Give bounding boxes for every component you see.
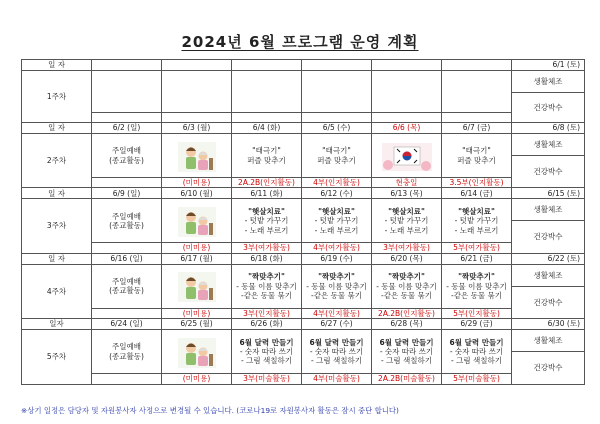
day-activity-cell <box>372 134 442 178</box>
date-cell: 6/20 (목) <box>372 253 442 264</box>
date-cell: 6/7 (금) <box>442 123 512 134</box>
day-activity-cell <box>442 264 512 308</box>
activity-line: - 그림 색칠하기 <box>451 356 502 366</box>
day-activity-cell <box>302 330 372 374</box>
program-tag <box>232 113 302 123</box>
day-activity-cell <box>232 199 302 243</box>
activity-line: - 노래 부르기 <box>244 225 289 235</box>
date-cell: 6/18 (화) <box>232 253 302 264</box>
program-tag: 2A.2B(인지활동) <box>232 178 302 188</box>
tag-row <box>22 178 585 188</box>
activity-line: - 동물 이름 맞추기 <box>376 281 437 291</box>
day-activity-cell <box>302 71 372 113</box>
day-activity-cell <box>302 199 372 243</box>
day-activity-cell <box>372 264 442 308</box>
activity-line: - 숫자 따라 쓰기 <box>449 346 504 356</box>
day-activity-cell <box>92 330 162 374</box>
day-activity-cell <box>162 264 232 308</box>
activity-line: - 노래 부르기 <box>314 225 359 235</box>
activity-row <box>22 330 585 352</box>
day-activity-cell <box>302 134 372 178</box>
program-tag <box>92 243 162 253</box>
date-header-cell: 일 자 <box>22 123 92 134</box>
activity-line: 주일예배 <box>112 146 141 156</box>
date-cell: 6/13 (목) <box>372 188 442 199</box>
activity-line: 퍼즐 맞추기 <box>317 155 356 165</box>
health-activity-cell: 건강박수 <box>512 221 585 253</box>
hairdresser-illustration <box>178 272 216 302</box>
day-activity-cell <box>232 330 302 374</box>
date-cell: 6/14 (금) <box>442 188 512 199</box>
program-tag: 3부(여가활동) <box>232 243 302 253</box>
date-cell: 6/26 (화) <box>232 319 302 330</box>
date-header-cell: 일 자 <box>22 60 92 71</box>
program-tag: 4부(미술활동) <box>302 374 372 384</box>
hairdresser-illustration <box>178 207 216 237</box>
date-row <box>22 253 585 264</box>
week-label: 2주차 <box>22 134 92 188</box>
date-cell <box>92 60 162 71</box>
social-activity-cell: 생활체조 <box>512 71 585 93</box>
day-activity-cell <box>302 264 372 308</box>
date-cell: 6/4 (화) <box>232 123 302 134</box>
activity-line: "짝맞추기" <box>318 272 355 282</box>
week-label: 1주차 <box>22 71 92 123</box>
date-cell: 6/12 (수) <box>302 188 372 199</box>
date-cell: 6/16 (일) <box>92 253 162 264</box>
activity-line: 퍼즐 맞추기 <box>247 155 286 165</box>
schedule-table <box>21 59 585 385</box>
date-header-cell: 일 자 <box>22 188 92 199</box>
date-cell <box>372 60 442 71</box>
date-cell: 6/9 (일) <box>92 188 162 199</box>
program-tag: 2A.2B(미술활동) <box>372 374 442 384</box>
program-tag: 5부(인지활동) <box>442 308 512 318</box>
date-cell: 6/8 (토) <box>512 123 585 134</box>
activity-line: - 텃밭 가꾸기 <box>244 216 289 226</box>
activity-line: 6월 달력 만들기 <box>239 337 294 347</box>
program-tag: (미미용) <box>162 178 232 188</box>
activity-line: (종교활동) <box>109 220 144 230</box>
activity-line: -같은 동물 묶기 <box>311 290 362 300</box>
activity-line: - 노래 부르기 <box>384 225 429 235</box>
date-cell: 6/1 (토) <box>512 60 585 71</box>
health-activity-cell: 건강박수 <box>512 93 585 123</box>
program-tag: 2A.2B(인지활동) <box>372 308 442 318</box>
day-activity-cell <box>92 199 162 243</box>
tag-row <box>22 243 585 253</box>
date-cell: 6/11 (화) <box>232 188 302 199</box>
day-activity-cell <box>162 199 232 243</box>
day-activity-cell <box>92 71 162 113</box>
activity-line: 6월 달력 만들기 <box>379 337 434 347</box>
date-cell <box>162 60 232 71</box>
activity-line: - 텃밭 가꾸기 <box>384 216 429 226</box>
date-row <box>22 123 585 134</box>
day-activity-cell <box>162 134 232 178</box>
activity-line: - 그림 색칠하기 <box>241 356 292 366</box>
activity-line: "햇살치료" <box>248 206 285 216</box>
program-tag <box>92 113 162 123</box>
date-row <box>22 60 585 71</box>
date-cell: 6/24 (일) <box>92 319 162 330</box>
day-activity-cell <box>372 330 442 374</box>
page-title: 2024년 6월 프로그램 운영 계획 <box>181 33 419 51</box>
date-cell: 6/5 (수) <box>302 123 372 134</box>
social-activity-cell: 생활체조 <box>512 134 585 156</box>
date-header-cell: 일 자 <box>22 253 92 264</box>
program-tag <box>92 178 162 188</box>
date-cell: 6/6 (목) <box>372 123 442 134</box>
activity-line: - 텃밭 가꾸기 <box>314 216 359 226</box>
day-activity-cell <box>442 134 512 178</box>
day-activity-cell <box>442 330 512 374</box>
activity-line: - 숫자 따라 쓰기 <box>239 346 294 356</box>
week-label: 4주차 <box>22 264 92 318</box>
activity-line: "태극기" <box>252 146 281 156</box>
tag-row <box>22 374 585 384</box>
activity-line: -같은 동물 묶기 <box>241 290 292 300</box>
social-activity-cell: 생활체조 <box>512 330 585 352</box>
activity-line: 6월 달력 만들기 <box>309 337 364 347</box>
health-activity-cell: 건강박수 <box>512 156 585 188</box>
program-tag: (미미용) <box>162 243 232 253</box>
day-activity-cell <box>232 134 302 178</box>
health-activity-cell: 건강박수 <box>512 286 585 318</box>
day-activity-cell <box>442 71 512 113</box>
date-cell: 6/2 (일) <box>92 123 162 134</box>
activity-line: - 텃밭 가꾸기 <box>454 216 499 226</box>
date-cell: 6/10 (월) <box>162 188 232 199</box>
program-tag <box>372 113 442 123</box>
date-cell <box>232 60 302 71</box>
program-tag <box>92 308 162 318</box>
program-tag <box>92 374 162 384</box>
program-tag: 3부(미술활동) <box>232 374 302 384</box>
day-activity-cell <box>92 134 162 178</box>
activity-row <box>22 199 585 221</box>
activity-line: "태극기" <box>322 146 351 156</box>
date-cell: 6/30 (토) <box>512 319 585 330</box>
date-cell: 6/15 (토) <box>512 188 585 199</box>
hairdresser-illustration <box>178 142 216 172</box>
activity-line: (종교활동) <box>109 286 144 296</box>
activity-line: "짝맞추기" <box>388 272 425 282</box>
activity-line: - 숫자 따라 쓰기 <box>379 346 434 356</box>
date-cell: 6/19 (수) <box>302 253 372 264</box>
tag-row <box>22 308 585 318</box>
activity-line: - 동물 이름 맞추기 <box>446 281 507 291</box>
week-label: 5주차 <box>22 330 92 384</box>
activity-line: "햇살치료" <box>318 206 355 216</box>
health-activity-cell: 건강박수 <box>512 352 585 384</box>
activity-line: "햇살치료" <box>388 206 425 216</box>
activity-line: (종교활동) <box>109 155 144 165</box>
program-tag <box>302 113 372 123</box>
program-tag: 현충일 <box>372 178 442 188</box>
day-activity-cell <box>232 71 302 113</box>
date-cell: 6/25 (월) <box>162 319 232 330</box>
korean-flag-illustration <box>382 143 432 171</box>
day-activity-cell <box>232 264 302 308</box>
activity-row <box>22 71 585 93</box>
program-tag: 4부(여가활동) <box>302 243 372 253</box>
activity-line: 주일예배 <box>112 276 141 286</box>
program-tag: 4부(인지활동) <box>302 308 372 318</box>
program-tag: (미미용) <box>162 308 232 318</box>
date-cell: 6/3 (월) <box>162 123 232 134</box>
activity-row <box>22 134 585 156</box>
activity-row <box>22 264 585 286</box>
activity-line: "짝맞추기" <box>458 272 495 282</box>
day-activity-cell <box>372 71 442 113</box>
activity-line: - 그림 색칠하기 <box>311 356 362 366</box>
activity-line: 주일예배 <box>112 211 141 221</box>
activity-line: 주일예배 <box>112 342 141 352</box>
day-activity-cell <box>372 199 442 243</box>
tag-row <box>22 113 585 123</box>
program-tag <box>162 113 232 123</box>
date-cell: 6/29 (금) <box>442 319 512 330</box>
day-activity-cell <box>442 199 512 243</box>
date-cell: 6/21 (금) <box>442 253 512 264</box>
hairdresser-illustration <box>178 338 216 368</box>
activity-line: "햇살치료" <box>458 206 495 216</box>
social-activity-cell: 생활체조 <box>512 199 585 221</box>
program-tag: 3부(인지활동) <box>232 308 302 318</box>
activity-line: - 숫자 따라 쓰기 <box>309 346 364 356</box>
program-tag: 3.5부(인지활동) <box>442 178 512 188</box>
day-activity-cell <box>162 330 232 374</box>
activity-line: -같은 동물 묶기 <box>451 290 502 300</box>
date-row <box>22 319 585 330</box>
date-row <box>22 188 585 199</box>
date-cell: 6/22 (토) <box>512 253 585 264</box>
footer-note: ※상기 일정은 담당자 및 자원봉사자 사정으로 변경될 수 있습니다. (코로나19로 자원봉사자 활동은 잠시 중단 합니다) <box>21 406 399 415</box>
date-cell: 6/28 (목) <box>372 319 442 330</box>
activity-line: "태극기" <box>462 146 491 156</box>
social-activity-cell: 생활체조 <box>512 264 585 286</box>
day-activity-cell <box>92 264 162 308</box>
day-activity-cell <box>162 71 232 113</box>
program-tag: 4부(인지활동) <box>302 178 372 188</box>
date-cell: 6/27 (수) <box>302 319 372 330</box>
activity-line: (종교활동) <box>109 351 144 361</box>
activity-line: - 그림 색칠하기 <box>381 356 432 366</box>
program-tag: 5부(미술활동) <box>442 374 512 384</box>
program-tag: 5부(여가활동) <box>442 243 512 253</box>
activity-line: "짝맞추기" <box>248 272 285 282</box>
program-tag <box>442 113 512 123</box>
date-header-cell: 일자 <box>22 319 92 330</box>
program-tag: (미미용) <box>162 374 232 384</box>
date-cell: 6/17 (월) <box>162 253 232 264</box>
date-cell <box>302 60 372 71</box>
activity-line: - 동물 이름 맞추기 <box>236 281 297 291</box>
week-label: 3주차 <box>22 199 92 253</box>
program-tag: 3부(여가활동) <box>372 243 442 253</box>
activity-line: 퍼즐 맞추기 <box>457 155 496 165</box>
activity-line: - 동물 이름 맞추기 <box>306 281 367 291</box>
date-cell <box>442 60 512 71</box>
activity-line: - 노래 부르기 <box>454 225 499 235</box>
activity-line: -같은 동물 묶기 <box>381 290 432 300</box>
activity-line: 6월 달력 만들기 <box>449 337 504 347</box>
